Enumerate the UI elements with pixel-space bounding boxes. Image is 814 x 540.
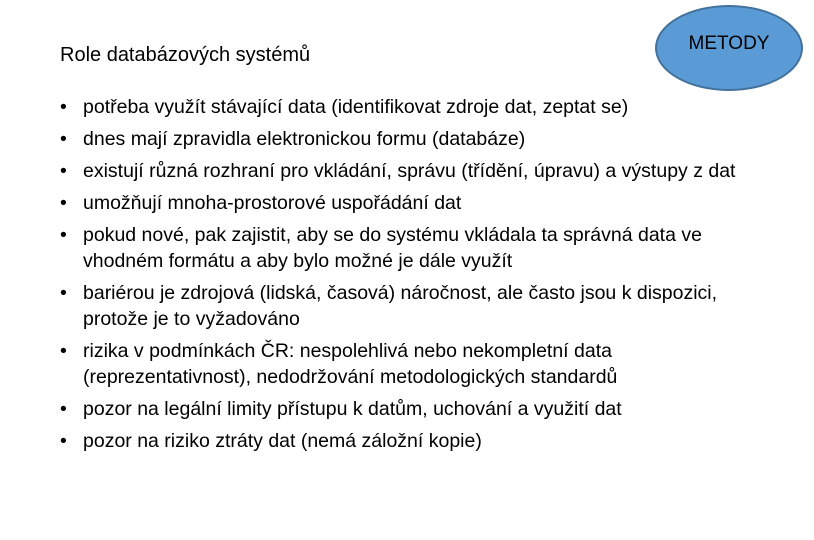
bullet-item (60, 428, 780, 454)
bullet-dot-icon: • (60, 160, 67, 182)
bullet-text: potřeba využít stávající data (identifikovat zdroje dat, zeptat se) (83, 96, 629, 118)
bullet-dot-icon: • (60, 192, 67, 214)
bullet-item (60, 190, 780, 216)
bullet-dot-icon: • (60, 430, 67, 452)
bullet-item (60, 222, 780, 274)
bullet-dot-icon: • (60, 282, 67, 304)
bullet-item (60, 338, 780, 390)
bullet-text: pozor na legální limity přístupu k datům, uchování a využití dat (83, 398, 622, 420)
bullet-dot-icon: • (60, 224, 67, 246)
bullet-dot-icon: • (60, 96, 67, 118)
bullet-text: pozor na riziko ztráty dat (nemá záložní kopie) (83, 430, 482, 452)
bullet-text: umožňují mnoha-prostorové uspořádání dat (83, 192, 462, 214)
bullet-dot-icon: • (60, 398, 67, 420)
bullet-item (60, 126, 780, 152)
bullet-item (60, 396, 780, 422)
bullet-item (60, 94, 780, 120)
bullet-item (60, 158, 780, 184)
bullet-dot-icon: • (60, 340, 67, 362)
bullet-text: dnes mají zpravidla elektronickou formu (databáze) (83, 128, 526, 150)
bullet-text: bariérou je zdrojová (lidská, časová) náročnost, ale často jsou k dispozici, protože je to vyžadováno (83, 282, 718, 330)
metody-badge (655, 5, 803, 91)
bullet-list (60, 94, 780, 460)
bullet-text: rizika v podmínkách ČR: nespolehlivá nebo nekompletní data (reprezentativnost), nedodržování metodologických standardů (83, 340, 618, 388)
bullet-dot-icon: • (60, 128, 67, 150)
bullet-text: existují různá rozhraní pro vkládání, správu (třídění, úpravu) a výstupy z dat (83, 160, 736, 182)
bullet-item (60, 280, 780, 332)
bullet-text: pokud nové, pak zajistit, aby se do systému vkládala ta správná data ve vhodném formátu a aby bylo možné je dále využít (83, 224, 702, 272)
badge-label: METODY (688, 33, 770, 54)
slide-title: Role databázových systémů (60, 44, 311, 66)
